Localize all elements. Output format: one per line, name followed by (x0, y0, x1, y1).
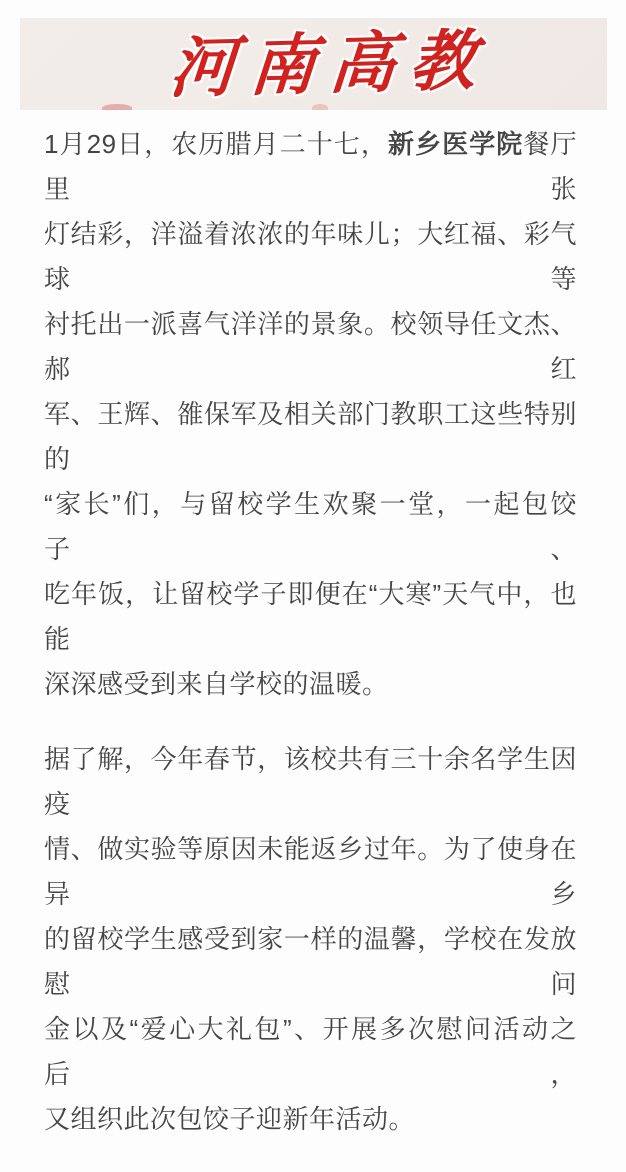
henan-gaojiao-calligraphy-logo: 河南高教 (166, 20, 493, 108)
banner-red-fragment (102, 104, 132, 110)
paragraph (44, 737, 577, 1142)
text-line (44, 302, 577, 392)
text-line (44, 572, 577, 662)
text-segment: “家长”们，与留校学生欢聚一堂，一起包饺子、 (44, 489, 577, 564)
text-segment: 据了解，今年春节，该校共有三十余名学生因疫 (44, 744, 577, 819)
text-line (44, 392, 577, 482)
text-segment: 金以及“爱心大礼包”、开展多次慰问活动之后， (44, 1014, 577, 1089)
text-line (44, 737, 577, 827)
text-line (44, 662, 577, 707)
masthead-banner (20, 18, 607, 110)
text-segment: 深深感受到来自学校的温暖。 (44, 669, 389, 699)
article-body (44, 122, 577, 1172)
banner-red-fragment (312, 104, 328, 110)
text-segment: 衬托出一派喜气洋洋的景象。校领导任文杰、郝红 (44, 309, 577, 384)
text-line (44, 482, 577, 572)
paragraph (44, 122, 577, 707)
text-line (44, 122, 577, 212)
text-segment: 1月29日，农历腊月二十七， (44, 129, 388, 159)
text-segment: 又组织此次包饺子迎新年活动。 (44, 1104, 416, 1134)
text-segment: 军、王辉、雒保军及相关部门教职工这些特别的 (44, 399, 577, 474)
text-line (44, 1007, 577, 1097)
text-line (44, 1097, 577, 1142)
school-name-bold: 新乡医学院 (387, 129, 524, 159)
text-line (44, 917, 577, 1007)
text-line (44, 827, 577, 917)
text-segment: 灯结彩，洋溢着浓浓的年味儿；大红福、彩气球等 (44, 219, 577, 294)
text-segment: 餐厅里张 (44, 129, 577, 204)
text-segment: 吃年饭，让留校学子即便在“大寒”天气中，也能 (44, 579, 577, 654)
text-line (44, 212, 577, 302)
text-segment: 情、做实验等原因未能返乡过年。为了使身在异乡 (44, 834, 577, 909)
text-segment: 的留校学生感受到家一样的温馨，学校在发放慰问 (44, 924, 577, 999)
